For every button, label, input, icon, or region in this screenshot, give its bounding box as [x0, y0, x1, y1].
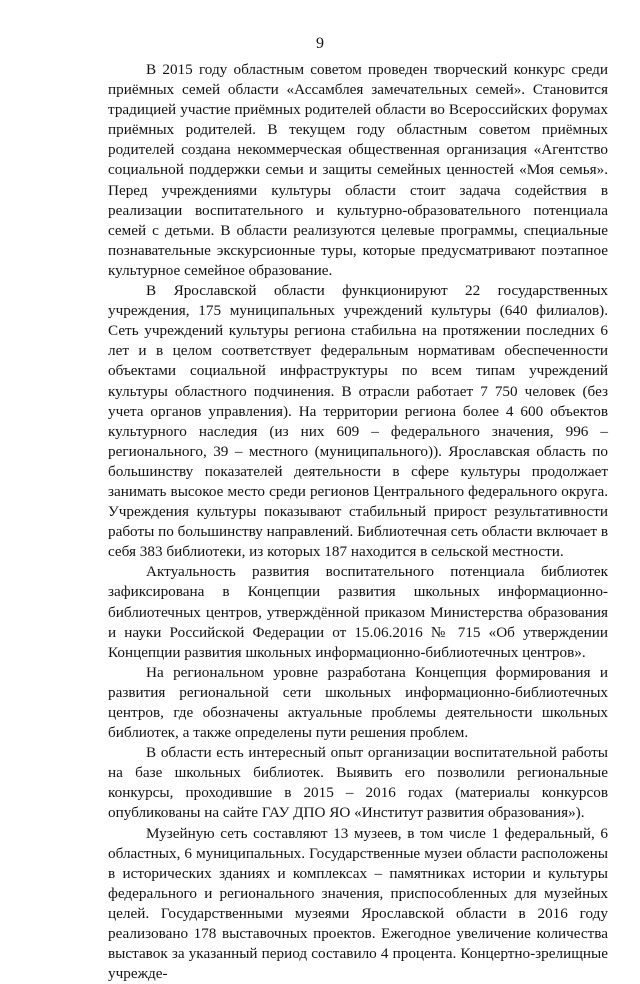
page-number: 9	[316, 35, 324, 52]
paragraph-family-contest: В 2015 году областным советом проведен творческий конкурс среди приёмных семей области «Ассамблея замечательных семей». Становится традицией участие приёмных родителей области во Всероссийских форумах приёмных родителей. В текущем году областным советом приёмных родителей создана некоммерческая общественная организация «Агентство социальной поддержки семьи и защиты семейных ценностей «Моя семья». Перед учреждениями культуры области стоит задача содействия в реализации воспитательного и культурно-образовательного потенциала семей с детьми. В области реализуются целевые программы, специальные познавательные экскурсионные туры, которые предусматривают поэтапное культурное семейное образование.	[108, 61, 608, 279]
paragraph-school-libraries: В области есть интересный опыт организации воспитательной работы на базе школьных библиотек. Выявить его позволили региональные конкурсы, проходившие в 2015 – 2016 годах (материалы конкурсов опубликованы на сайте ГАУ ДПО ЯО «Институт развития образования»).	[108, 744, 608, 822]
page-body	[108, 60, 608, 984]
paragraph-library-concept: Актуальность развития воспитательного потенциала библиотек зафиксирована в Концепции развития школьных информационно-библиотечных центров, утверждённой приказом Министерства образования и науки Российской Федерации от 15.06.2016 № 715 «Об утверждении Концепции развития школьных информационно-библиотечных центров».	[108, 563, 608, 661]
paragraph-museum-network: Музейную сеть составляют 13 музеев, в том числе 1 федеральный, 6 областных, 6 муниципальных. Государственные музеи области расположены в исторических зданиях и комплексах – памятниках истории и культуры федерального и регионального значения, приспособленных для музейных целей. Государственными музеями Ярославской области в 2016 году реализовано 178 выставочных проектов. Ежегодное увеличение количества выставок за указанный период составило 4 процента. Концертно-зрелищные учрежде-	[108, 824, 608, 983]
paragraph-culture-institutions: В Ярославской области функционируют 22 государственных учреждения, 175 муниципальных учреждений культуры (640 филиалов). Сеть учреждений культуры региона стабильна на протяжении последних 6 лет и в целом соответствует федеральным нормативам обеспеченности объектами социальной инфраструктуры по всем типам учреждений культуры областного подчинения. В отрасли работает 7 750 человек (без учета органов управления). На территории региона более 4 600 объектов культурного наследия (из них 609 – федерального значения, 996 – регионального, 39 – местного (муниципального)). Ярославская область по большинству показателей деятельности в сфере культуры продолжает занимать высокое место среди регионов Центрального федерального округа. Учреждения культуры показывают стабильный прирост результативности работы по большинству направлений. Библиотечная сеть области включает в себя 383 библиотеки, из которых 187 находится в сельской местности.	[108, 282, 608, 561]
paragraph-regional-concept: На региональном уровне разработана Концепция формирования и развития региональной сети школьных информационно-библиотечных центров, где обозначены актуальные проблемы деятельности школьных библиотек, а также определены пути решения проблем.	[108, 663, 608, 742]
